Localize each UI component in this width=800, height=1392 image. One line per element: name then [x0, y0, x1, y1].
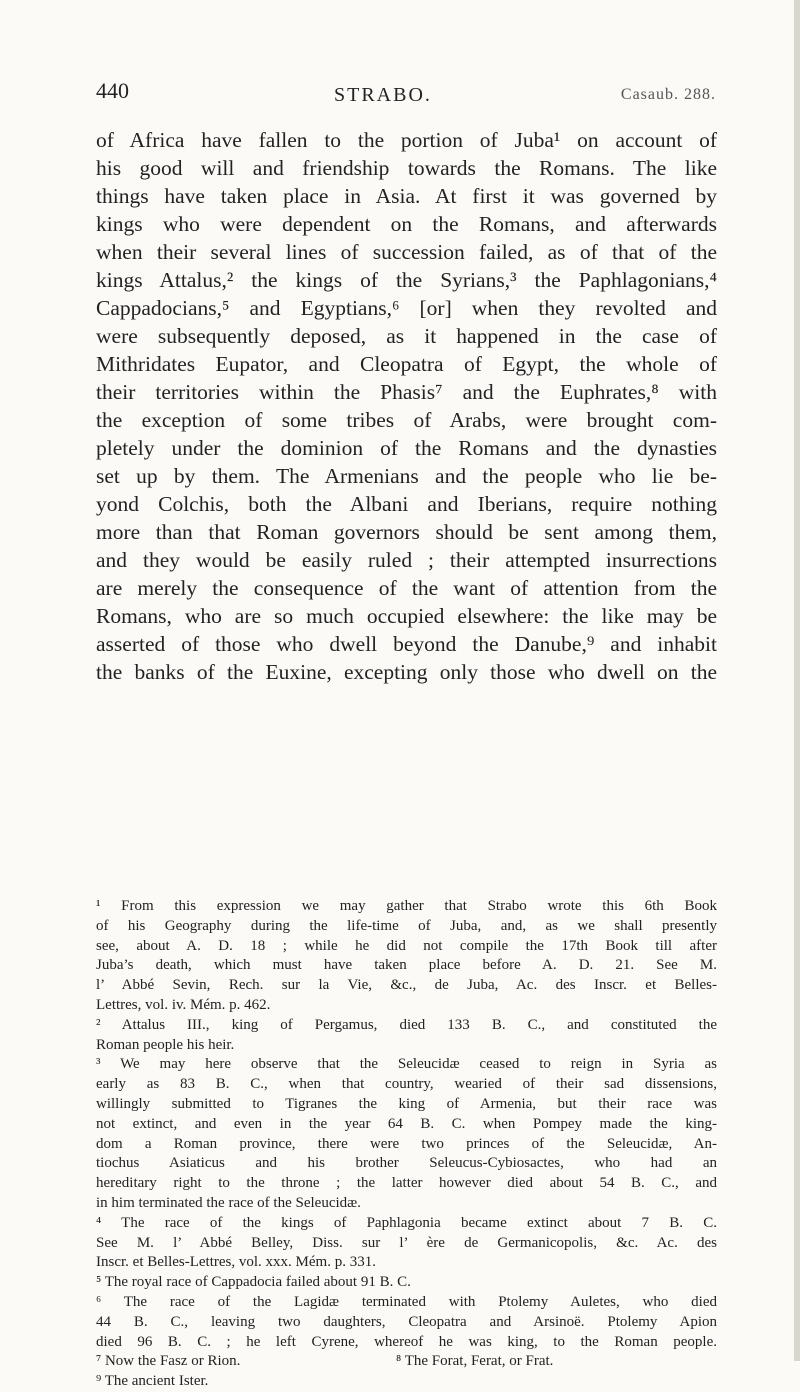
text-line: pletely under the dominion of the Romans and the dynasties: [96, 436, 717, 460]
footnote-line: Roman people his heir.: [96, 1036, 235, 1053]
footnote-line: of his Geography during the life-time of Juba, and, as we shall presently: [96, 917, 717, 934]
footnote-line: ⁶ The race of the Lagidæ terminated with Ptolemy Auletes, who died: [96, 1293, 717, 1310]
footnote-line: l’ Abbé Sevin, Rech. sur la Vie, &c., de Juba, Ac. des Inscr. et Belles-: [96, 977, 717, 994]
text-line: of Africa have fallen to the portion of Juba¹ on account of: [96, 128, 717, 152]
text-line: set up by them. The Armenians and the people who lie be-: [96, 464, 717, 488]
text-line: Romans, who are so much occupied elsewhere: the like may be: [96, 604, 717, 628]
text-line: things have taken place in Asia. At first it was governed by: [96, 184, 717, 208]
footnote-line: 44 B. C., leaving two daughters, Cleopatra and Arsinoë. Ptolemy Apion: [96, 1313, 717, 1330]
text-line: and they would be easily ruled ; their attempted insurrections: [96, 548, 717, 572]
footnote-line: dom a Roman province, there were two princes of the Seleucidæ, An-: [96, 1135, 717, 1152]
footnote-line: in him terminated the race of the Seleucidæ.: [96, 1194, 361, 1211]
footnote-line: early as 83 B. C., when that country, wearied of their sad dissensions,: [96, 1076, 717, 1093]
footnote-line: ⁴ The race of the kings of Paphlagonia became extinct about 7 B. C.: [96, 1214, 717, 1231]
text-line: Cappadocians,⁵ and Egyptians,⁶ [or] when they revolted and: [96, 296, 717, 320]
footnote-pair-line: [96, 1352, 717, 1372]
text-line: kings who were dependent on the Romans, and afterwards: [96, 212, 717, 236]
text-line: Mithridates Eupator, and Cleopatra of Egypt, the whole of: [96, 352, 717, 376]
text-line: were subsequently deposed, as it happened in the case of: [96, 324, 717, 348]
footnote-9: ⁹ The ancient Ister.: [96, 1373, 209, 1390]
casaubon-reference: Casaub. 288.: [620, 86, 716, 103]
footnote-line: ⁵ The royal race of Cappadocia failed about 91 B. C.: [96, 1274, 411, 1291]
text-line: yond Colchis, both the Albani and Iberians, require nothing: [96, 492, 717, 516]
text-line: asserted of those who dwell beyond the Danube,⁹ and inhabit: [96, 632, 717, 656]
text-line: kings Attalus,² the kings of the Syrians,³ the Paphlagonians,⁴: [96, 268, 717, 292]
main-text: [96, 126, 717, 686]
footnote-line: not extinct, and even in the year 64 B. C. when Pompey made the king-: [96, 1115, 717, 1132]
footnote-line: see, about A. D. 18 ; while he did not compile the 17th Book till after: [96, 937, 717, 954]
footnotes: [96, 897, 717, 1392]
footnote-line: hereditary right to the throne ; the latter however died about 54 B. C., and: [96, 1175, 717, 1192]
text-line: the exception of some tribes of Arabs, were brought com-: [96, 408, 717, 432]
footnote-line: See M. l’ Abbé Belley, Diss. sur l’ ère de Germanicopolis, &c. Ac. des: [96, 1234, 717, 1251]
page-number: 440: [96, 78, 129, 103]
footnote-8: ⁸ The Forat, Ferat, or Frat.: [396, 1353, 554, 1370]
running-title: STRABO.: [334, 84, 432, 106]
page-edge-shadow: [794, 0, 800, 1361]
footnote-line: died 96 B. C. ; he left Cyrene, whereof he was king, to the Roman people.: [96, 1333, 717, 1350]
text-line: his good will and friendship towards the Romans. The like: [96, 156, 717, 180]
footnote-line: ³ We may here observe that the Seleucidæ ceased to reign in Syria as: [96, 1056, 717, 1073]
text-line: are merely the consequence of the want of attention from the: [96, 576, 717, 600]
footnote-line: tiochus Asiaticus and his brother Seleucus-Cybiosactes, who had an: [96, 1155, 717, 1172]
footnote-line: ² Attalus III., king of Pergamus, died 133 B. C., and constituted the: [96, 1016, 717, 1033]
footnote-7: ⁷ Now the Fasz or Rion.: [96, 1353, 241, 1370]
text-line: the banks of the Euxine, excepting only those who dwell on the: [96, 660, 717, 684]
page-header: [96, 78, 716, 108]
footnote-line: ¹ From this expression we may gather that Strabo wrote this 6th Book: [96, 898, 717, 914]
footnote-line: Inscr. et Belles-Lettres, vol. xxx. Mém. p. 331.: [96, 1254, 376, 1271]
text-line: their territories within the Phasis⁷ and the Euphrates,⁸ with: [96, 380, 717, 404]
text-line: when their several lines of succession failed, as of that of the: [96, 240, 717, 264]
text-line: more than that Roman governors should be sent among them,: [96, 520, 717, 544]
footnote-line: Juba’s death, which must have taken place before A. D. 21. See M.: [96, 957, 717, 974]
footnote-line: willingly submitted to Tigranes the king of Armenia, but their race was: [96, 1095, 717, 1112]
footnote-line: Lettres, vol. iv. Mém. p. 462.: [96, 996, 271, 1013]
